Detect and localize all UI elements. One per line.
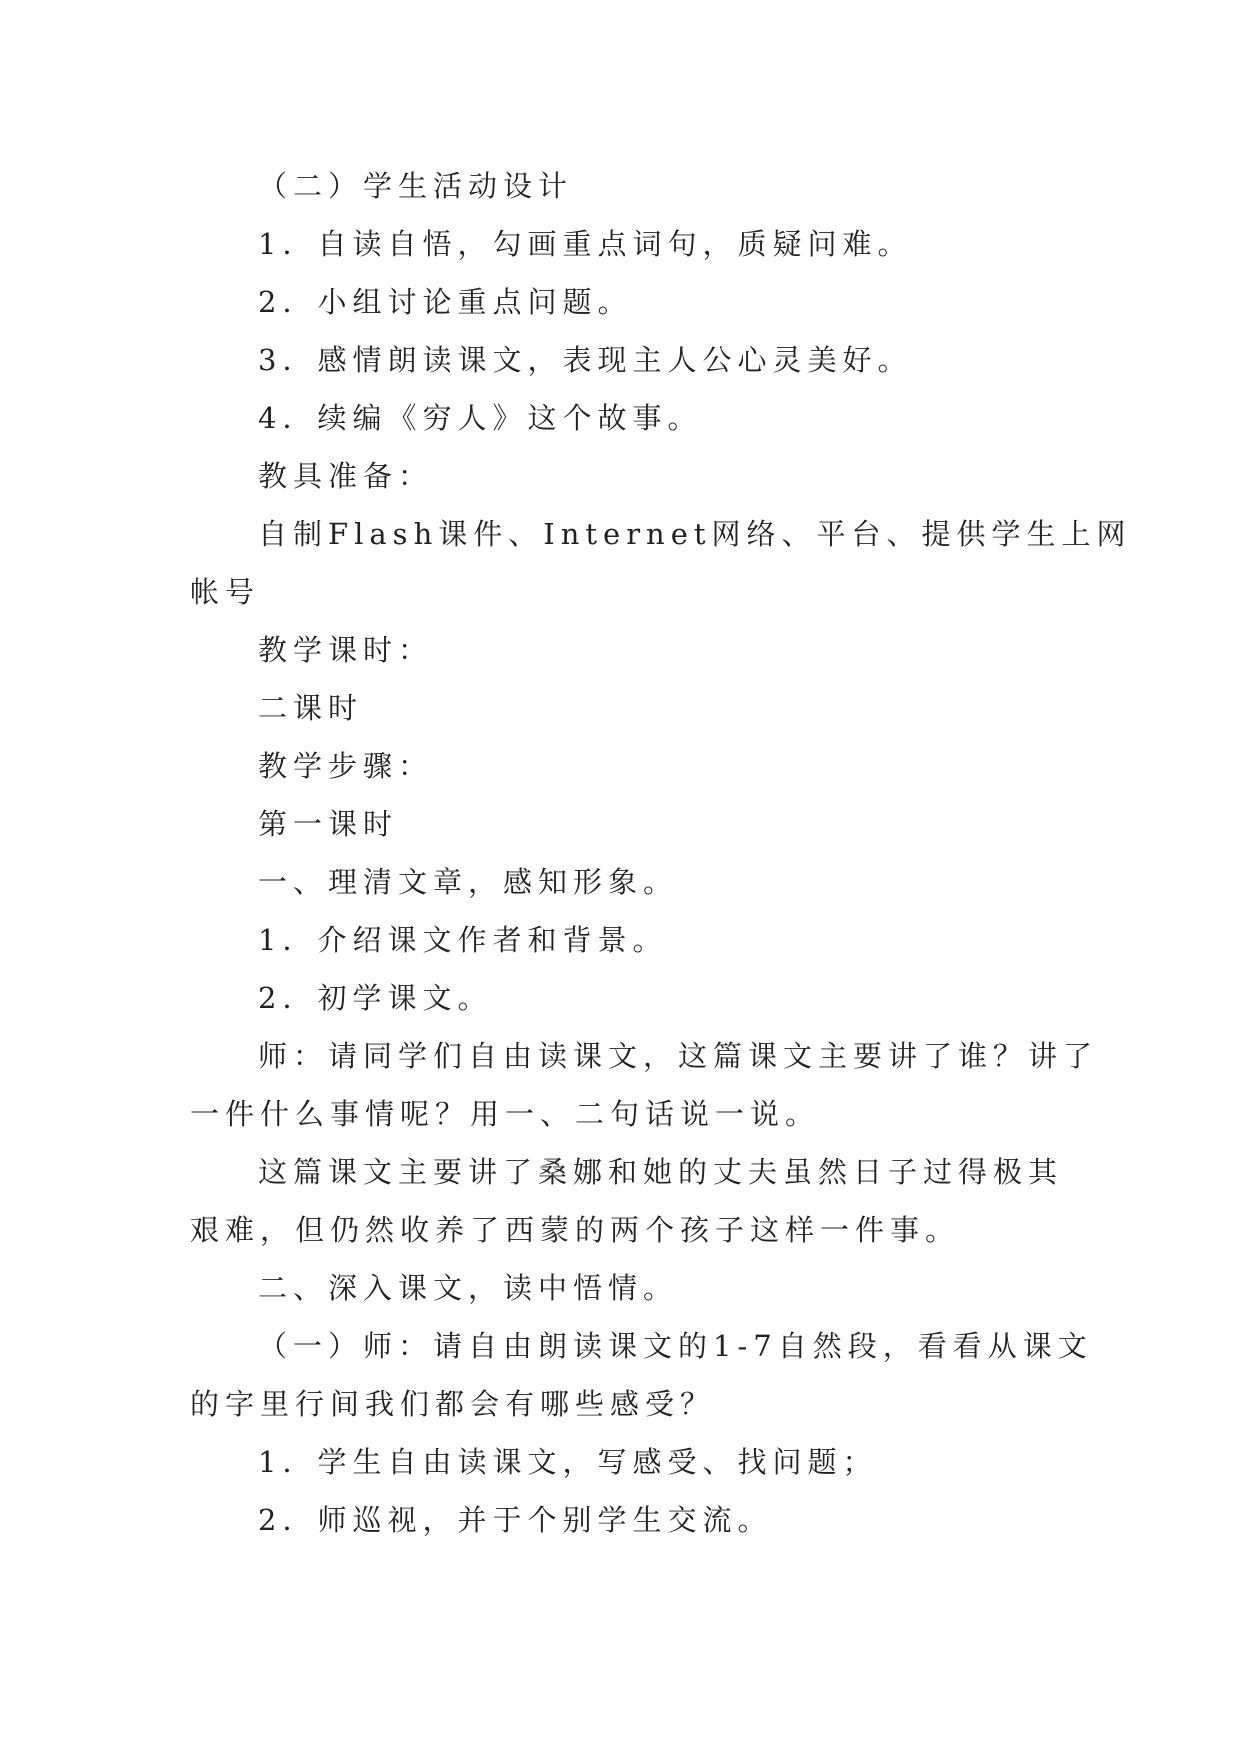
teacher-question-continued: 一件什么事情呢？用一、二句话说一说。 — [190, 1097, 821, 1131]
activity-item-1: 1．自读自悟，勾画重点词句，质疑问难。 — [258, 227, 913, 261]
step-one-item-2: 2．初学课文。 — [258, 981, 493, 1015]
teaching-aids-heading: 教具准备： — [258, 459, 434, 493]
step-two-item-2: 2．师巡视，并于个别学生交流。 — [258, 1503, 773, 1537]
step-two-sub-one: （一）师：请自由朗读课文的1-7自然段，看看从课文 — [258, 1329, 1093, 1363]
section-heading-student-activities: （二）学生活动设计 — [258, 169, 574, 203]
first-lesson-heading: 第一课时 — [258, 807, 399, 841]
step-one-item-1: 1．介绍课文作者和背景。 — [258, 923, 668, 957]
teaching-aids-text: 自制Flash课件、Internet网络、平台、提供学生上网 — [258, 517, 1132, 551]
step-two-heading: 二、深入课文，读中悟情。 — [258, 1271, 679, 1305]
answer-paragraph: 这篇课文主要讲了桑娜和她的丈夫虽然日子过得极其 — [258, 1155, 1064, 1189]
step-two-item-1: 1．学生自由读课文，写感受、找问题； — [258, 1445, 878, 1479]
step-one-heading: 一、理清文章，感知形象。 — [258, 865, 679, 899]
step-two-sub-one-continued: 的字里行间我们都会有哪些感受？ — [190, 1387, 716, 1421]
activity-item-2: 2．小组讨论重点问题。 — [258, 285, 633, 319]
teacher-question: 师：请同学们自由读课文，这篇课文主要讲了谁？讲了 — [258, 1039, 1099, 1073]
activity-item-4: 4．续编《穷人》这个故事。 — [258, 401, 703, 435]
teaching-aids-text-continued: 帐号 — [190, 575, 261, 609]
answer-paragraph-continued: 艰难，但仍然收养了西蒙的两个孩子这样一件事。 — [190, 1213, 961, 1247]
class-hours-heading: 教学课时： — [258, 633, 434, 667]
class-hours-value: 二课时 — [258, 691, 364, 725]
teaching-steps-heading: 教学步骤： — [258, 749, 434, 783]
activity-item-3: 3．感情朗读课文，表现主人公心灵美好。 — [258, 343, 913, 377]
